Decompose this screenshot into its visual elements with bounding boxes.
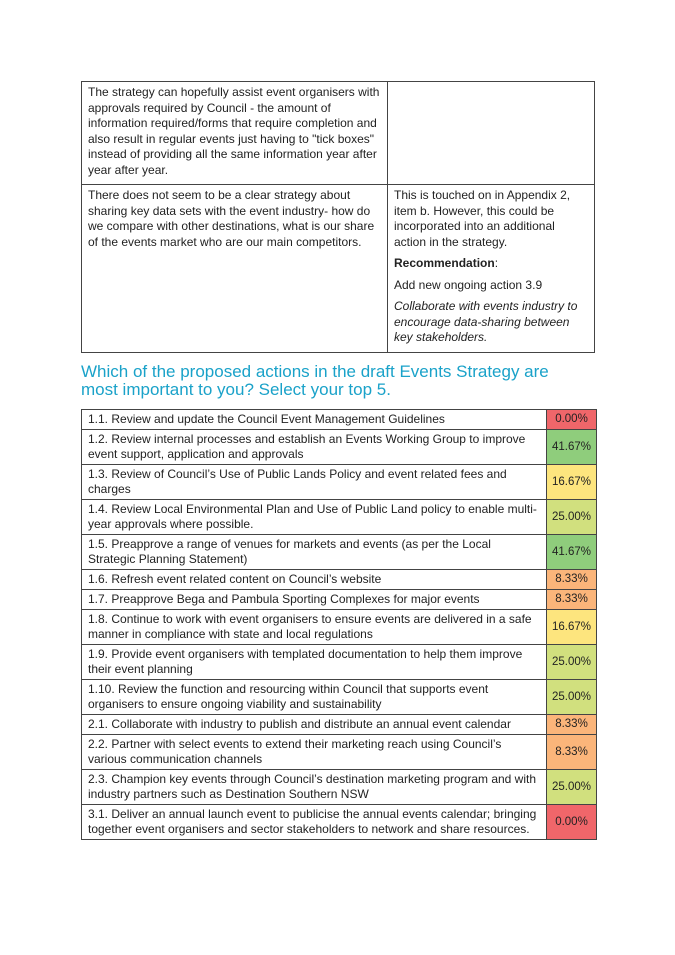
response-cell [388, 185, 595, 353]
table-row [82, 185, 595, 353]
action-row [82, 770, 597, 805]
action-label: 1.3. Review of Council’s Use of Public Lands Policy and event related fees and charges [82, 465, 547, 500]
action-row [82, 715, 597, 735]
action-percentage: 8.33% [547, 735, 597, 770]
recommendation-label: Recommendation [394, 256, 495, 270]
action-label: 2.2. Partner with select events to extend their marketing reach using Council’s various communication channels [82, 735, 547, 770]
comment-cell: There does not seem to be a clear strategy about sharing key data sets with the event industry- how do we compare with other destinations, what is our share of the events market who are our main competitors. [82, 185, 388, 353]
action-row [82, 410, 597, 430]
action-label: 1.2. Review internal processes and establish an Events Working Group to improve event support, application and approvals [82, 430, 547, 465]
question-heading: Which of the proposed actions in the draft Events Strategy are most important to you? Select your top 5. [81, 362, 549, 399]
action-percentage: 25.00% [547, 680, 597, 715]
action-label: 1.5. Preapprove a range of venues for markets and events (as per the Local Strategic Planning Statement) [82, 535, 547, 570]
action-label: 2.3. Champion key events through Council’s destination marketing program and with industry partners such as Destination Southern NSW [82, 770, 547, 805]
action-percentage: 8.33% [547, 570, 597, 590]
action-label: 1.7. Preapprove Bega and Pambula Sporting Complexes for major events [82, 590, 547, 610]
action-percentage: 25.00% [547, 645, 597, 680]
recommendation-action: Add new ongoing action 3.9 [394, 277, 543, 292]
action-percentage: 0.00% [547, 805, 597, 840]
action-percentage: 25.00% [547, 500, 597, 535]
comments-table [81, 81, 595, 353]
action-row [82, 430, 597, 465]
action-label: 1.6. Refresh event related content on Council’s website [82, 570, 547, 590]
action-row [82, 535, 597, 570]
action-row [82, 465, 597, 500]
action-row [82, 500, 597, 535]
actions-results-table [81, 409, 597, 840]
action-percentage: 41.67% [547, 535, 597, 570]
action-label: 1.4. Review Local Environmental Plan and Use of Public Land policy to enable multi-year approvals where possible. [82, 500, 547, 535]
action-percentage: 25.00% [547, 770, 597, 805]
table-row [82, 82, 595, 185]
action-row [82, 680, 597, 715]
action-row [82, 590, 597, 610]
action-label: 1.1. Review and update the Council Event Management Guidelines [82, 410, 547, 430]
action-label: 1.8. Continue to work with event organisers to ensure events are delivered in a safe manner in compliance with state and local regulations [82, 610, 547, 645]
action-percentage: 8.33% [547, 715, 597, 735]
action-row [82, 645, 597, 680]
action-row [82, 570, 597, 590]
recommendation-heading: Recommendation: [394, 256, 499, 270]
action-label: 1.10. Review the function and resourcing within Council that supports event organisers to ensure ongoing viability and sustainability [82, 680, 547, 715]
recommendation-detail: Collaborate with events industry to encourage data-sharing between key stakeholders. [394, 299, 578, 344]
action-percentage: 41.67% [547, 430, 597, 465]
action-percentage: 16.67% [547, 610, 597, 645]
action-label: 2.1. Collaborate with industry to publish and distribute an annual event calendar [82, 715, 547, 735]
action-row [82, 805, 597, 840]
action-percentage: 0.00% [547, 410, 597, 430]
action-percentage: 8.33% [547, 590, 597, 610]
response-text: This is touched on in Appendix 2, item b. However, this could be incorporated into an additional action in the strategy. [394, 188, 571, 249]
comment-cell: The strategy can hopefully assist event organisers with approvals required by Council - the amount of information required/forms that require completion and also result in regular events just having to "tick boxes" instead of providing all the same information year after year after year. [82, 82, 388, 185]
action-row [82, 735, 597, 770]
action-label: 1.9. Provide event organisers with templated documentation to help them improve their event planning [82, 645, 547, 680]
response-cell [388, 82, 595, 185]
action-percentage: 16.67% [547, 465, 597, 500]
action-label: 3.1. Deliver an annual launch event to publicise the annual events calendar; bringing together event organisers and sector stakeholders to network and share resources. [82, 805, 547, 840]
action-row [82, 610, 597, 645]
